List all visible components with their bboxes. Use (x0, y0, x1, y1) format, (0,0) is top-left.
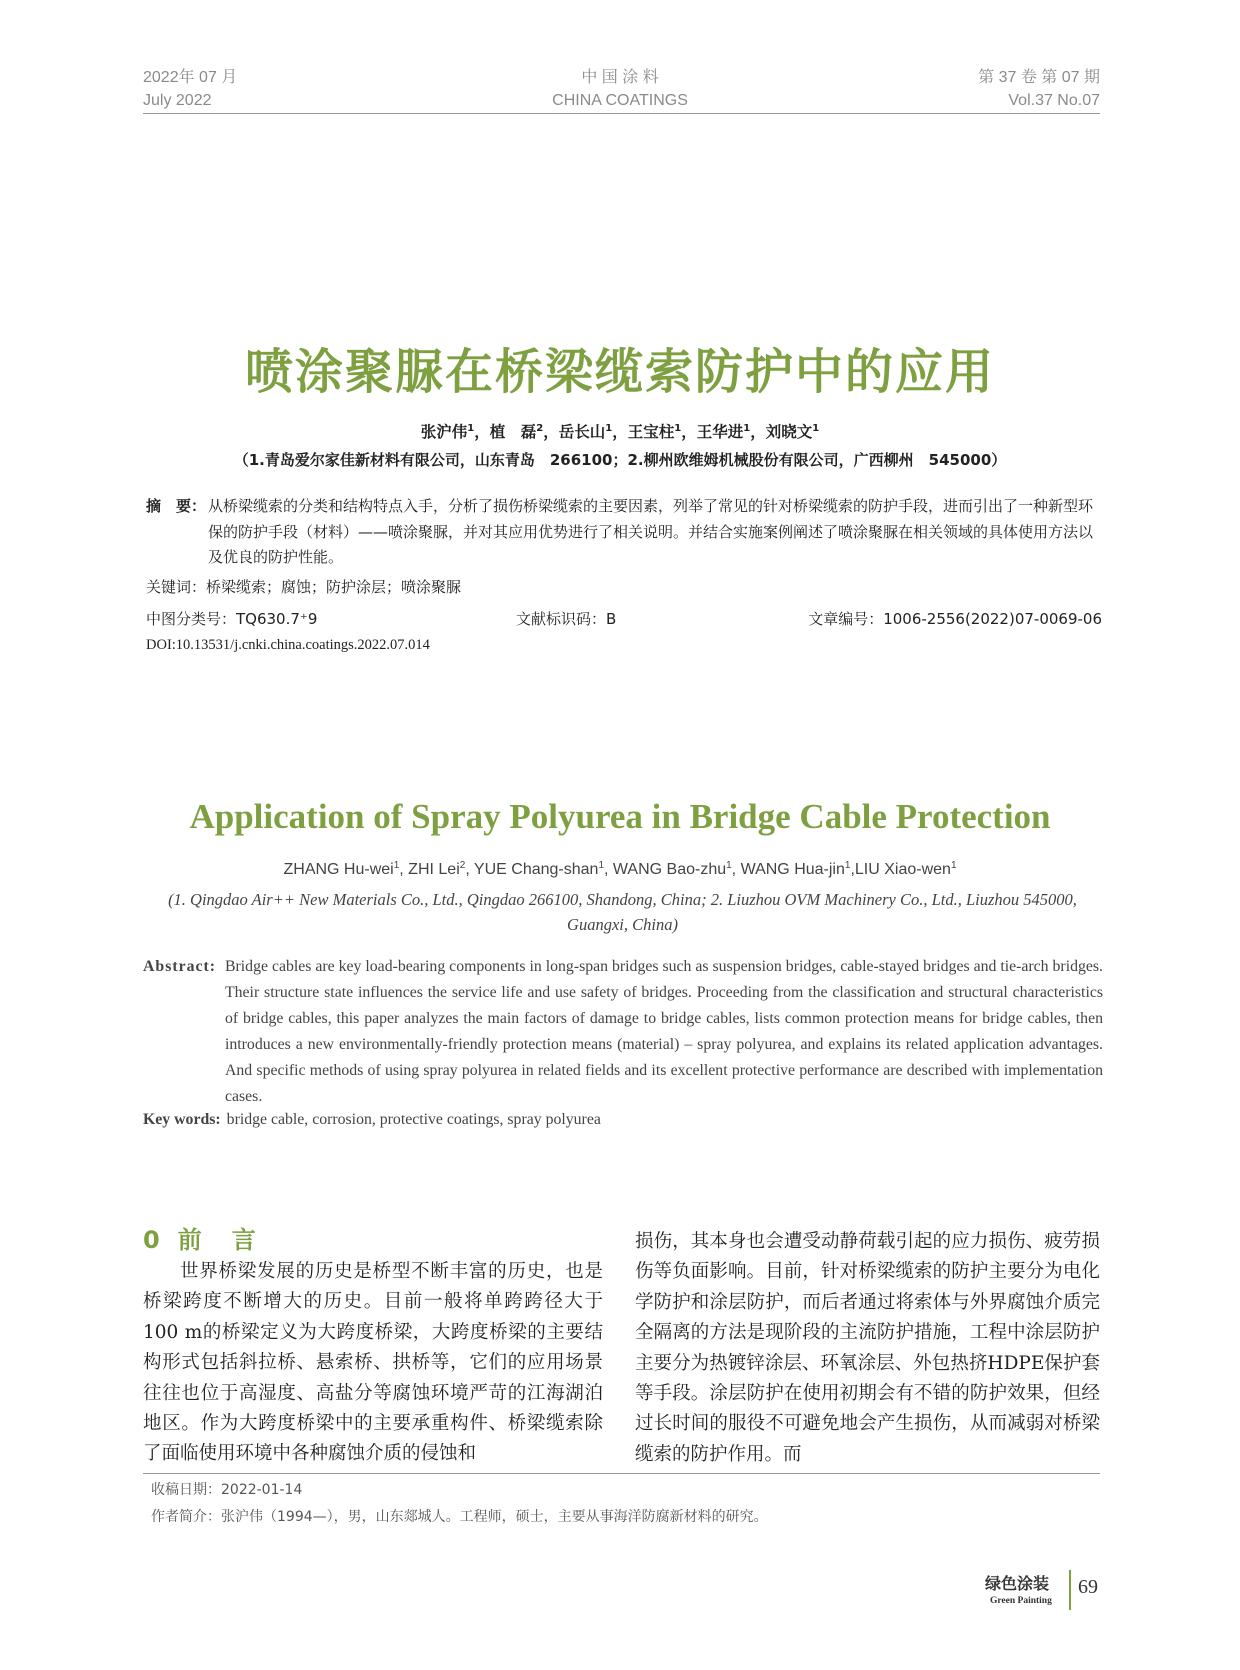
author-list-en (0, 861, 1240, 879)
header-volume (978, 66, 1100, 112)
affiliation-en: (1. Qingdao Air++ New Materials Co., Ltd., Qingdao 266100, Shandong, China; 2. Liuzhou OVM Machinery Co., Ltd., Liuzhou 545000, Guangxi, China) (168, 890, 1077, 934)
section-heading (143, 1220, 256, 1255)
keywords-en-label: Key words: (143, 1111, 221, 1128)
abstract-cn (146, 494, 1102, 571)
author-en: ZHI Lei$^2$, (408, 860, 474, 878)
keywords-en (143, 1111, 601, 1129)
header-volume-cn: 第 37 卷 第 07 期 (978, 69, 1100, 86)
body-paragraph: 世界桥梁发展的历史是桥型不断丰富的历史，也是桥梁跨度不断增大的历史。目前一般将单跨跨径大于100 m的桥梁定义为大跨度桥梁，大跨度桥梁的主要结构形式包括斜拉桥、悬索桥、拱桥等，它们的应用场景往往也位于高湿度、高盐分等腐蚀环境严苛的江海湖泊地区。作为大跨度桥梁中的主要承重构件、桥梁缆索除了面临使用环境中各种腐蚀介质的侵蚀和 (143, 1261, 603, 1465)
section-title-b: 言 (231, 1226, 256, 1254)
section-title-a: 前 (177, 1226, 202, 1254)
footnote-author-bio: 作者简介：张沪伟（1994—），男，山东郯城人。工程师，硕士，主要从事海洋防腐新材料的研究。 (151, 1509, 768, 1525)
author-cn: 王宝柱$^1$， (627, 423, 697, 441)
author-en: ZHANG Hu-wei$^1$, (283, 860, 409, 878)
paper-title-cn: 喷涂聚脲在桥梁缆索防护中的应用 (244, 344, 995, 400)
paper-title-en: Application of Spray Polyurea in Bridge Cable Protection (189, 797, 1051, 836)
author-cn: 岳长山$^1$， (558, 423, 628, 441)
doi: DOI:10.13531/j.cnki.china.coatings.2022.07.014 (146, 637, 430, 653)
abstract-en-label: Abstract: (143, 958, 217, 975)
author-en: YUE Chang-shan$^1$, (473, 860, 613, 878)
abstract-cn-text: 从桥梁缆索的分类和结构特点入手，分析了损伤桥梁缆索的主要因素，列举了常见的针对桥梁缆索的防护手段，进而引出了一种新型环保的防护手段（材料）——喷涂聚脲，并对其应用优势进行了相关说明。并结合实施案例阐述了喷涂聚脲在相关领域的具体使用方法以及优良的防护性能。 (208, 497, 1094, 566)
header-journal-en: CHINA COATINGS (552, 92, 688, 109)
author-cn: 张沪伟$^1$， (420, 423, 490, 441)
abstract-en (143, 954, 1103, 1110)
keywords-en-text: bridge cable, corrosion, protective coatings, spray polyurea (226, 1111, 601, 1128)
clc-number: 中图分类号：TQ630.7⁺9 (146, 610, 318, 628)
affiliation-cn: （1.青岛爱尔家佳新材料有限公司，山东青岛 266100；2.柳州欧维姆机械股份有限公司，广西柳州 545000） (233, 451, 1007, 469)
body-column-left (143, 1257, 603, 1470)
keywords-cn: 关键词：桥梁缆索；腐蚀；防护涂层；喷涂聚脲 (146, 578, 462, 596)
author-en: WANG Hua-jin$^1$, (740, 860, 855, 878)
header-date-en: July 2022 (143, 92, 212, 109)
column-name-en: Green Painting (990, 1596, 1052, 1606)
body-paragraph: 损伤，其本身也会遭受动静荷载引起的应力损伤、疲劳损伤等负面影响。目前，针对桥梁缆索的防护主要分为电化学防护和涂层防护，而后者通过将索体与外界腐蚀介质完全隔离的方法是现阶段的主流防护措施，工程中涂层防护主要分为热镀锌涂层、环氧涂层、外包热挤HDPE保护套等手段。涂层防护在使用初期会有不错的防护效果，但经过长时间的服役不可避免地会产生损伤，从而减弱对桥梁缆索的防护作用。而 (635, 1231, 1100, 1465)
footer-accent-bar (1069, 1570, 1071, 1610)
footnote-divider (143, 1473, 1100, 1474)
author-en: WANG Bao-zhu$^1$, (612, 860, 741, 878)
footnote-received: 收稿日期：2022-01-14 (151, 1482, 303, 1498)
column-name-cn: 绿色涂装 (985, 1574, 1050, 1593)
header-journal-cn: 中 国 涂 料 (581, 69, 659, 86)
body-column-right (635, 1227, 1100, 1470)
author-cn: 王华进$^1$， (696, 423, 766, 441)
article-number: 文章编号：1006-2556(2022)07-0069-06 (808, 610, 1102, 628)
author-cn: 刘晓文$^1$ (765, 423, 820, 441)
header-journal (470, 66, 770, 112)
author-list-cn (0, 420, 1240, 442)
page-number: 69 (1078, 1576, 1098, 1598)
header-divider (143, 113, 1100, 114)
header-date-cn: 2022年 07 月 (143, 69, 238, 86)
header-volume-en: Vol.37 No.07 (1008, 92, 1100, 109)
author-cn: 植 磊$^2$， (489, 423, 559, 441)
abstract-cn-label: 摘 要： (146, 497, 207, 515)
document-code: 文献标识码：B (516, 610, 617, 628)
author-en: LIU Xiao-wen$^1$ (854, 860, 957, 878)
section-number: 0 (143, 1226, 160, 1254)
abstract-en-text: Bridge cables are key load-bearing components in long-span bridges such as suspension bridges, cable-stayed bridges and tie-arch bridges. Their structure state influences the service life and use safety of bridges. Proceeding from the classification and structural characteristics of bridge cables, this paper analyzes the main factors of damage to bridge cables, lists common protection means for bridge cables, then introduces a new environmentally-friendly protection means (material) – spray polyurea, and explains its related application advantages. And specific methods of using spray polyurea in related fields and its excellent protective performance are described with implementation cases. (225, 958, 1103, 1105)
header-date (143, 66, 237, 112)
